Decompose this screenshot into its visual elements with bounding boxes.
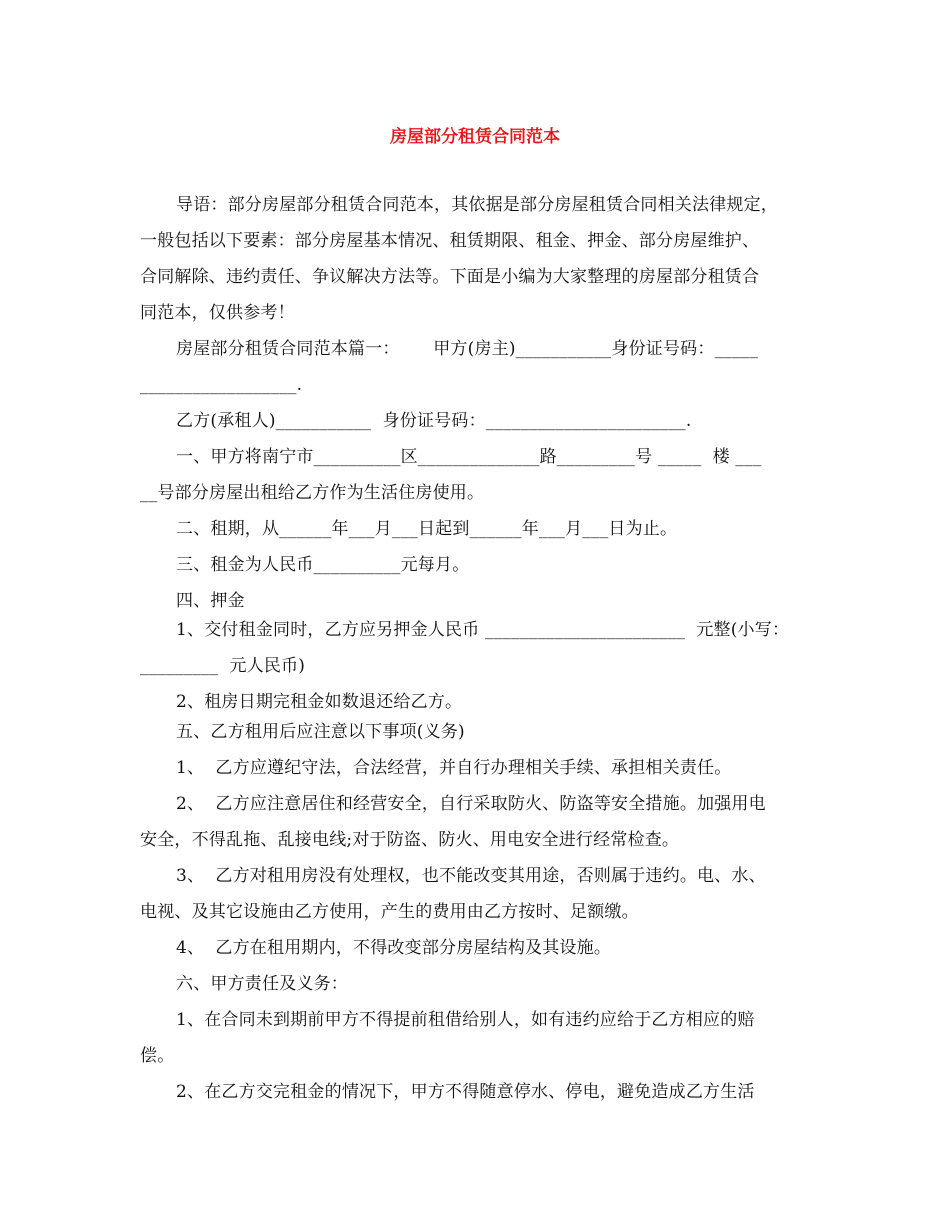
paragraph-line: 1、在合同未到期前甲方不得提前租借给别人，如有违约应给于乙方相应的赔 xyxy=(176,1010,755,1030)
paragraph-line: 一、甲方将南宁市__________区______________路_________号 _____ 楼 ___ xyxy=(176,447,762,467)
paragraph-line: __________________. xyxy=(140,375,303,395)
paragraph-line: 三、租金为人民币__________元每月。 xyxy=(176,555,470,575)
paragraph-line: 1、交付租金同时，乙方应另押金人民币 _______________________ 元整(小写： xyxy=(176,620,790,640)
paragraph-line: 安全，不得乱拖、乱接电线;对于防盗、防火、用电安全进行经常检查。 xyxy=(140,830,680,850)
paragraph-line: 2、 乙方应注意居住和经营安全，自行采取防火、防盗等安全措施。加强用电 xyxy=(176,794,766,814)
paragraph-line: 合同解除、违约责任、争议解决方法等。下面是小编为大家整理的房屋部分租赁合 xyxy=(140,267,760,287)
paragraph-line: 偿。 xyxy=(140,1046,175,1066)
section-heading: 四、押金 xyxy=(176,591,245,611)
paragraph-line: 4、 乙方在租用期内，不得改变部分房屋结构及其设施。 xyxy=(176,938,612,958)
paragraph-line: 导语：部分房屋部分租赁合同范本，其依据是部分房屋租赁合同相关法律规定， xyxy=(176,195,778,215)
paragraph-line: 2、在乙方交完租金的情况下，甲方不得随意停水、停电，避免造成乙方生活 xyxy=(176,1082,755,1102)
paragraph-line: __号部分房屋出租给乙方作为生活住房使用。 xyxy=(140,483,485,503)
paragraph-line: 房屋部分租赁合同范本篇一： 甲方(房主)___________身份证号码：_____ xyxy=(176,339,759,359)
section-heading: 六、甲方责任及义务： xyxy=(176,974,348,994)
paragraph-line: 二、租期，从______年___月___日起到______年___月___日为止。 xyxy=(176,519,678,539)
document-title: 房屋部分租赁合同范本 xyxy=(390,127,560,147)
paragraph-line: _________ 元人民币) xyxy=(140,656,306,676)
paragraph-line: 1、 乙方应遵纪守法，合法经营，并自行办理相关手续、承担相关责任。 xyxy=(176,758,732,778)
paragraph-line: 3、 乙方对租用房没有处理权，也不能改变其用途，否则属于违约。电、水、 xyxy=(176,866,766,886)
section-heading: 五、乙方租用后应注意以下事项(义务) xyxy=(176,722,465,742)
paragraph-line: 一般包括以下要素：部分房屋基本情况、租赁期限、租金、押金、部分房屋维护、 xyxy=(140,231,760,251)
paragraph-line: 电视、及其它设施由乙方使用，产生的费用由乙方按时、足额缴。 xyxy=(140,902,639,922)
paragraph-line: 乙方(承租人)___________ 身份证号码：_______________________. xyxy=(176,411,692,431)
paragraph-line: 同范本，仅供参考！ xyxy=(140,303,295,323)
paragraph-line: 2、租房日期完租金如数退还给乙方。 xyxy=(176,692,463,712)
